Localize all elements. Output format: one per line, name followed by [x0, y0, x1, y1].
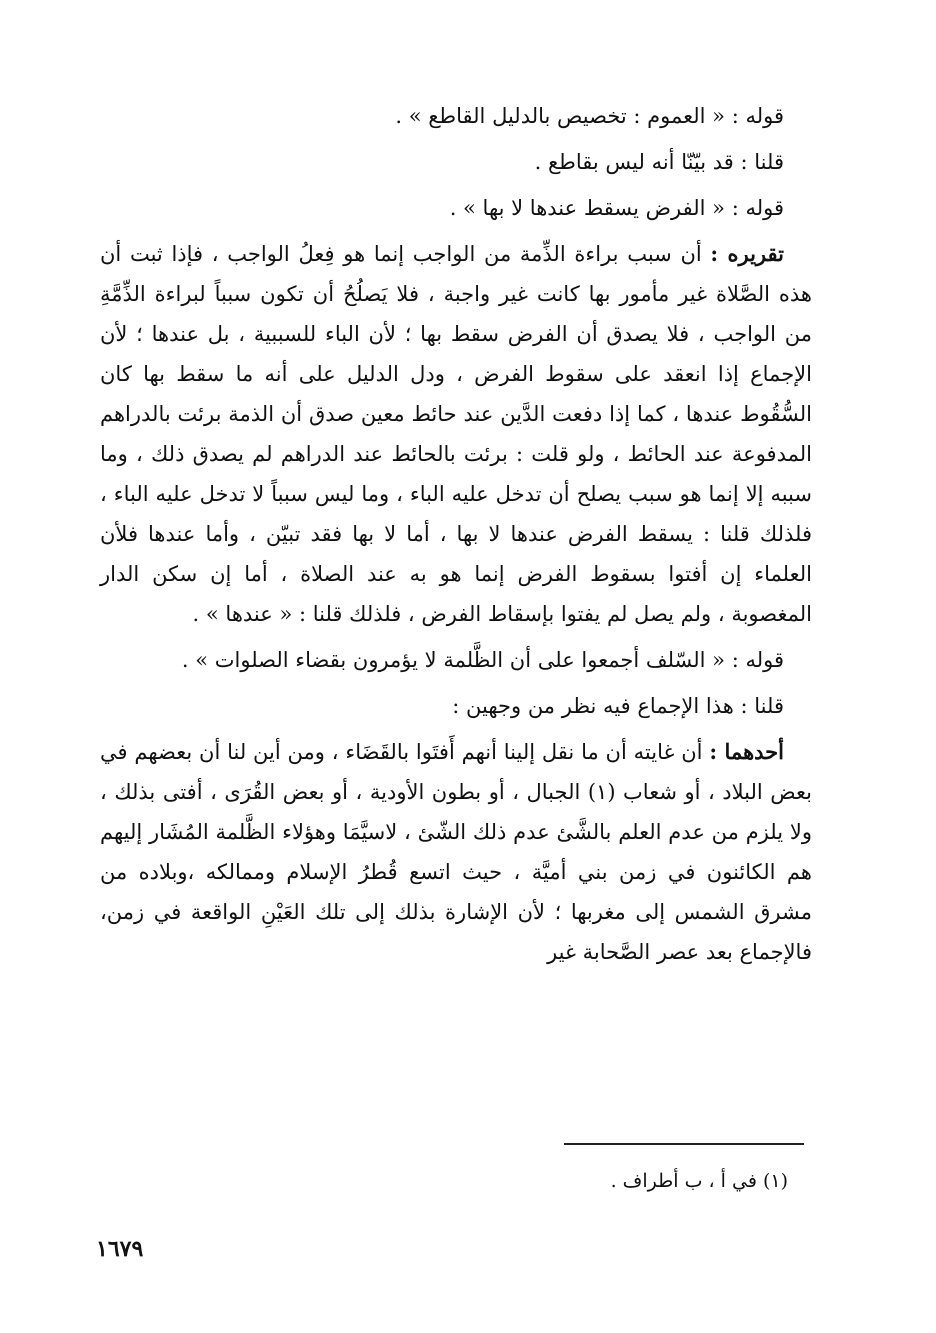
paragraph-qulna-qati: قلنا : قد بيّنّا أنه ليس بقاطع . — [534, 150, 784, 174]
paragraph-lead-ahaduhuma: أحدهما : — [709, 739, 785, 764]
paragraph-qawluhu-salaf: قوله : « السّلف أجمعوا على أن الظَّلمة لا يؤمرون بقضاء الصلوات » . — [181, 648, 784, 672]
paragraph-text-ahaduhuma: أن غايته أن ما نقل إلينا أنهم أَفتَوا بالقَضَاء ، ومن أين لنا أن بعضهم في بعض البلاد ، أو شعاب (١) الجبال ، أو بطون الأودية ، أو بعض القُرَى ، أفتى بذلك ، ولا يلزم من عدم العلم بالشَّئ عدم ذلك الشّئ ، لاسيَّمَا وهؤلاء الظَّلمة المُشَار إليهم هم الكائنون في زمن بني أميَّة ، حيث اتسع قُطرُ الإسلام وممالكه ،وبلاده من مشرق الشمس إلى مغربها ؛ لأن الإشارة بذلك إلى تلك العَيْنِ الواقعة في زمن، فالإجماع بعد عصر الصَّحابة غير — [100, 740, 812, 964]
page-body — [100, 96, 812, 978]
paragraph-qulna-ijma: قلنا : هذا الإجماع فيه نظر من وجهين : — [452, 694, 784, 718]
footnote: (١) في أ ، ب أطراف . — [610, 1170, 788, 1192]
paragraph-qawluhu-fard: قوله : « الفرض يسقط عندها لا بها » . — [449, 196, 784, 220]
paragraph-qawluhu-umum: قوله : « العموم : تخصيص بالدليل القاطع » . — [395, 104, 784, 128]
paragraph-taqriruhu — [100, 234, 812, 634]
paragraph-lead-taqriruhu: تقريره : — [710, 241, 784, 266]
footnote-divider — [564, 1143, 804, 1145]
page-number: ١٦٧٩ — [96, 1236, 144, 1262]
paragraph-ahaduhuma — [100, 732, 812, 972]
paragraph-text-taqriruhu: أن سبب براءة الذِّمة من الواجب إنما هو فِعلُ الواجب ، فإذا ثبت أن هذه الصَّلاة غير مأمور بها كانت غير واجبة ، فلا يَصلُحُ أن تكون سبباً لبراءة الذِّمَّةِ من الواجب ، فلا يصدق أن الفرض سقط بها ؛ لأن الباء للسببية ، بل عندها ؛ لأن الإجماع إذا انعقد على سقوط الفرض ، ودل الدليل على أنه ما سقط بها كان السُّقُوط عندها ، كما إذا دفعت الدَّين عند حائط معين صدق أن الذمة برئت بالدراهم المدفوعة عند الحائط ، ولو قلت : برئت بالحائط عند الدراهم لم يصدق ذلك ، وما سببه إلا إنما هو سبب يصلح أن تدخل عليه الباء ، وما ليس سبباً لا تدخل عليه الباء ، فلذلك قلنا : يسقط الفرض عندها لا بها ، أما لا بها فقد تبيّن ، وأما عندها فلأن العلماء إن أفتوا بسقوط الفرض إنما هو به عند الصلاة ، أما إن سكن الدار المغصوبة ، ولم يصل لم يفتوا بإسقاط الفرض ، فلذلك قلنا : « عندها » . — [100, 242, 812, 626]
